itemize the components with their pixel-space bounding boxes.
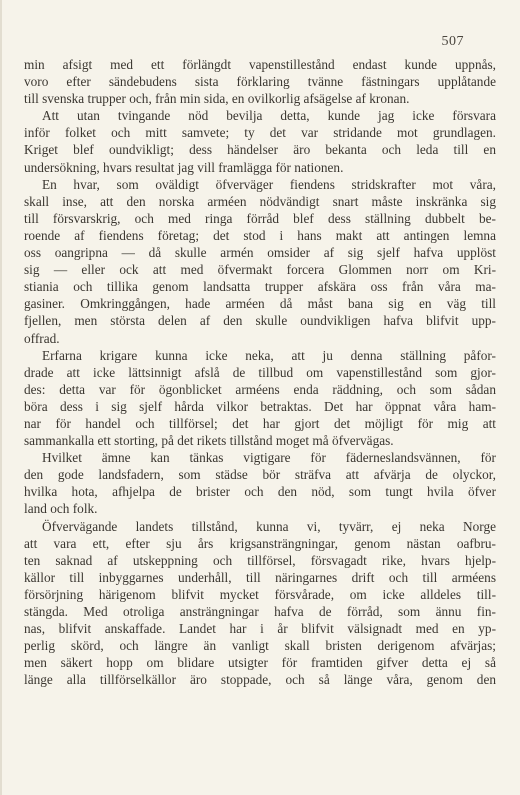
- text-line: försörjning härigenom blifvit mycket försvårade, om icke alldeles till-: [24, 586, 496, 602]
- text-line: till svenska trupper och, från min sida, en ovilkorlig afsägelse af kronan.: [24, 91, 410, 107]
- text-line: Öfvervägande landets tillstånd, kunna vi, tyvärr, ej neka Norge: [42, 518, 496, 534]
- text-line: sig — eller ock att med öfvermakt forcera Glommen norr om Kri-: [24, 262, 496, 278]
- text-line: den gode landsfadern, som städse bör sträfva att afvärja de olyckor,: [24, 467, 496, 483]
- text-line: land och folk.: [24, 501, 98, 517]
- page-edge: [0, 0, 2, 795]
- body-text: [24, 56, 496, 688]
- text-line: drade att icke lättsinnigt afslå de tillbud om vapenstillestånd som gjor-: [24, 364, 496, 380]
- text-line: stiania och tillika genom landsatta trupper afskära oss från våra ma-: [24, 279, 496, 295]
- text-line: fjellen, men största delen af den skulle oundvikligen hafva blifvit upp-: [24, 313, 496, 329]
- text-line: sammankalla ett storting, på det rikets tillstånd moget må öfvervägas.: [24, 433, 394, 449]
- text-line: voro efter sändebudens sista förklaring tvänne fästningars upplåtande: [24, 74, 496, 90]
- text-line: min afsigt med ett förlängdt vapenstillestånd endast kunde uppnås,: [24, 57, 496, 72]
- text-line: Hvilket ämne kan tänkas vigtigare för fäderneslandsvännen, för: [42, 450, 496, 466]
- text-line: stängda. Med otroliga ansträngningar hafva de förråd, som ännu fin-: [24, 604, 496, 619]
- text-line: perlig skörd, och längre än vanligt skall bristen derigenom afvärjas;: [24, 638, 496, 654]
- text-line: nas, blifvit anskaffade. Landet har i år blifvit välsignadt med en yp-: [24, 621, 496, 637]
- text-line: länge alla tillförselkällor äro stoppade, och så länge våra, genom den: [24, 672, 496, 688]
- text-line: källor till inbyggarnes underhåll, till näringarnes drift och till arméens: [24, 569, 496, 585]
- text-line: Erfarna krigare kunna icke neka, att ju denna ställning påfor-: [42, 347, 496, 363]
- text-line: Att utan tvingande nöd bevilja detta, kunde jag icke försvara: [42, 108, 496, 124]
- text-line: hvilka hota, afhjelpa de brister och den nöd, som tungt hvila öfver: [24, 484, 496, 500]
- text-line: skall inse, att den norska arméen nödvändigt snart måste inskränka sig: [24, 193, 496, 209]
- page-number: 507: [441, 34, 464, 49]
- text-line: nar för handel och tillförsel; det har gjort det möjligt för mig att: [24, 415, 496, 431]
- text-line: att vara ett, efter sju års krigsansträngningar, genom nästan oafbru-: [24, 535, 496, 551]
- text-line: En hvar, som oväldigt öfverväger fiendens stridskrafter mot våra,: [42, 176, 496, 192]
- text-line: oss oangripna — då skulle armén omsider af sig sjelf hafva upplöst: [24, 245, 496, 261]
- text-line: Kriget blef oundvikligt; dess händelser äro bekanta och leda till en: [24, 142, 496, 158]
- text-line: till försvarskrig, och med ringa förråd blef dess ställning dubbelt be-: [24, 210, 496, 226]
- text-line: ten saknad af utskeppning och tillförsel, försvagadt rike, hvars hjelp-: [24, 552, 496, 568]
- text-line: roende af fiendens företag; det stod i hans makt att antingen lemna: [24, 227, 496, 243]
- text-line: des: detta var för ögonblicket arméens enda räddning, och som sådan: [24, 381, 496, 397]
- text-line: gasiner. Omkringgången, hade arméen då måst bana sig en väg till: [24, 296, 496, 312]
- text-line: böra dess i sig sjelf hårda vilkor betraktas. Det har öppnat våra ham-: [24, 398, 496, 414]
- text-line: offrad.: [24, 330, 60, 346]
- text-line: inför folket och mitt samvete; ty det var stridande mot grundlagen.: [24, 125, 496, 141]
- text-line: undersökning, hvars resultat jag vill framlägga för nationen.: [24, 159, 344, 175]
- text-line: men säkert hopp om blidare utsigter för framtiden gifver detta ej så: [24, 655, 496, 671]
